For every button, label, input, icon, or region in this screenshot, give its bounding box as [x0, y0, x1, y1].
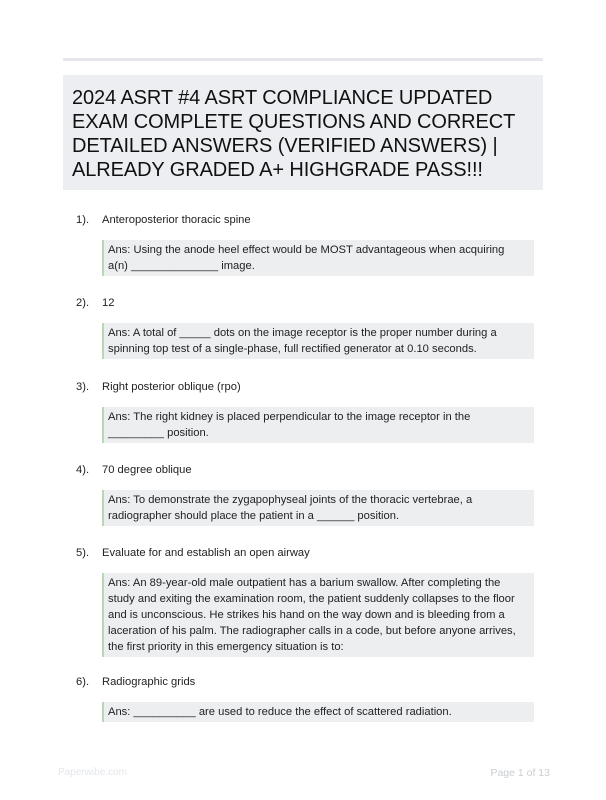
item-answer: 70 degree oblique	[102, 464, 192, 476]
item-number: 2).	[76, 297, 90, 309]
footer-watermark: Paperwibe.com	[58, 767, 127, 778]
item-number: 1).	[76, 214, 90, 226]
item-number: 5).	[76, 547, 90, 559]
item-answer: Radiographic grids	[102, 676, 196, 688]
item-question: Ans: Using the anode heel effect would be MOST advantageous when acquiring a(n) ______________ image.	[102, 240, 534, 276]
item-number: 6).	[76, 676, 90, 688]
item-answer: 12	[102, 297, 115, 309]
item-question: Ans: A total of _____ dots on the image receptor is the proper number during a spinning top test of a single-phase, full rectified generator at 0.10 seconds.	[102, 323, 534, 359]
document-title: 2024 ASRT #4 ASRT COMPLIANCE UPDATED EXAM COMPLETE QUESTIONS AND CORRECT DETAILED ANSWERS (VERIFIED ANSWERS) | ALREADY GRADED A+ HIGHGRADE PASS!!!	[72, 87, 515, 181]
item-number: 4).	[76, 464, 90, 476]
page-number: Page 1 of 13	[490, 767, 550, 779]
item-question: Ans: To demonstrate the zygapophyseal joints of the thoracic vertebrae, a radiographer should place the patient in a ______ position.	[102, 490, 534, 526]
item-number: 3).	[76, 381, 90, 393]
item-question: Ans: __________ are used to reduce the effect of scattered radiation.	[102, 702, 534, 722]
item-answer: Evaluate for and establish an open airway	[102, 547, 310, 559]
item-question: Ans: An 89-year-old male outpatient has a barium swallow. After completing the study and exiting the examination room, the patient suddenly collapses to the floor and is unconscious. He strikes his hand on the way down and is bleeding from a laceration of his palm. The radiographer calls in a code, but before anyone arrives, the first priority in this emergency situation is to:	[102, 573, 534, 657]
item-answer: Anteroposterior thoracic spine	[102, 214, 251, 226]
item-question: Ans: The right kidney is placed perpendicular to the image receptor in the _________ position.	[102, 407, 534, 443]
item-answer: Right posterior oblique (rpo)	[102, 381, 241, 393]
title-block	[63, 75, 543, 190]
top-divider	[63, 58, 543, 61]
